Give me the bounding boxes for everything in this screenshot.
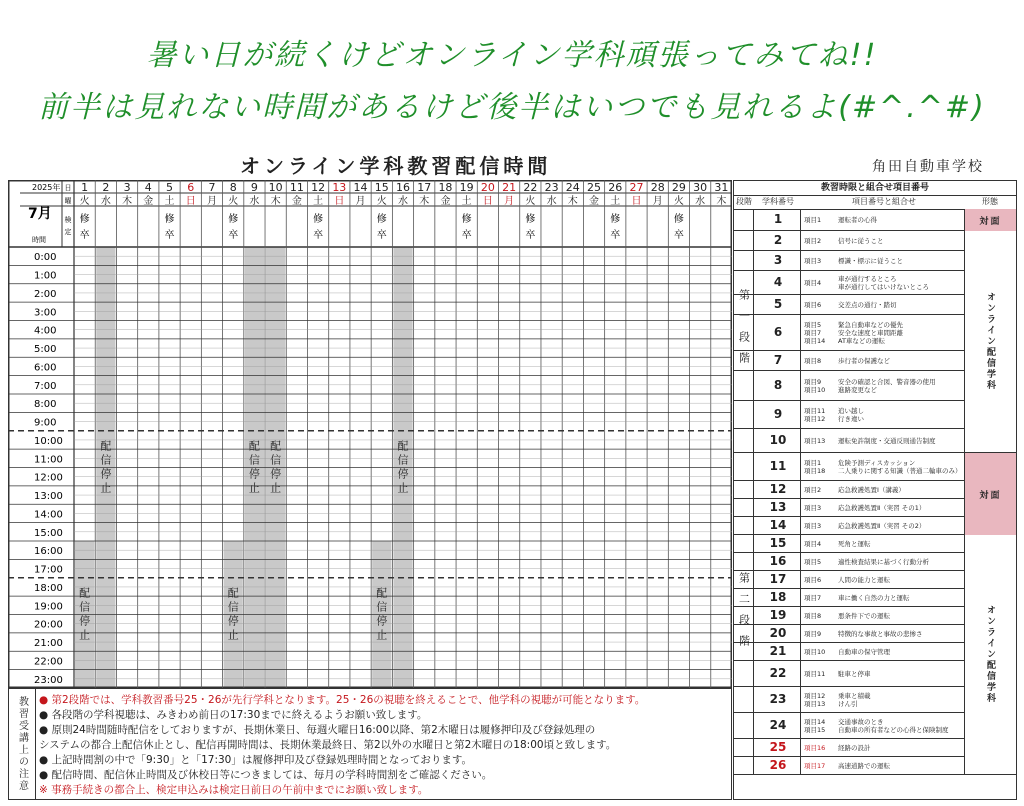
subject-row: [734, 351, 964, 371]
col-items-label: 項目番号と組合せ: [852, 197, 916, 206]
note-line: ● 各段階の学科視聴は、みきわめ前日の17:30までに終えるようお願い致します。: [39, 709, 428, 721]
suspension-label-char: 止: [376, 628, 388, 642]
suspension-label-char: 停: [79, 614, 91, 628]
form-online-stage1: オンライン配信学科: [964, 231, 1016, 453]
subject-row: [734, 713, 964, 739]
form-face-stage2: 対面: [964, 453, 1016, 535]
weekday-label: 木: [419, 196, 430, 207]
exam-mark: 修: [228, 214, 239, 225]
subject-name: 危険予測ディスカッション 二人乗りに関する知識（普通二輪車のみ）: [838, 459, 962, 475]
hour-label: 14:00: [34, 509, 63, 521]
subject-row: [734, 589, 964, 607]
handwritten-message-line2: 前半は見れない時間があるけど後半はいつでも見れるよ(#^.^#): [38, 90, 986, 125]
day-number: 6: [187, 181, 195, 194]
day-number: 9: [250, 181, 258, 194]
subject-name: 応急救護処置Ⅱ（実習 その1）: [838, 504, 926, 512]
subject-name: 運転免許制度・交通反則通告制度: [838, 437, 936, 445]
row-label-exam: 検: [64, 216, 72, 224]
subject-name: 特徴的な事故と事故の悲惨さ: [838, 630, 923, 638]
suspension-label-char: 停: [270, 467, 282, 481]
subject-row: [734, 481, 964, 499]
subject-name: 適性検査結果に基づく行動分析: [838, 558, 929, 566]
handwritten-message-line1: 暑い日が続くけどオンライン学科頑張ってみてね!!: [146, 38, 878, 73]
subject-row: [734, 499, 964, 517]
weekday-label: 水: [249, 196, 260, 207]
subject-name: 応急救護処置Ⅰ（講義）: [838, 486, 905, 494]
subject-number: 4: [773, 275, 783, 289]
hour-label: 7:00: [34, 380, 57, 392]
subject-item-codes: 項目6: [804, 301, 822, 309]
subjects-top-header: 教習時限と組合せ項目番号: [734, 181, 1016, 196]
schedule-grid: [8, 180, 732, 688]
weekday-label: 月: [652, 196, 663, 207]
subject-number: 13: [769, 500, 787, 514]
day-number: 22: [523, 181, 538, 194]
subject-number: 23: [769, 692, 787, 706]
subject-row: [734, 661, 964, 687]
month-label: 7月: [28, 206, 52, 222]
exam-mark: 卒: [228, 230, 239, 241]
subject-item-codes: 項目9 項目10: [804, 378, 826, 394]
suspension-label-char: 停: [227, 614, 239, 628]
weekday-label: 火: [673, 196, 684, 207]
note-line: ● 第2段階では、学科教習番号25・26が先行学科となります。25・26の視聴を終えることで、他学科の視聴が可能となります。: [39, 694, 646, 706]
weekday-label: 月: [355, 196, 366, 207]
weekday-label: 金: [440, 196, 451, 207]
weekday-label: 金: [143, 196, 154, 207]
subject-row: [734, 251, 964, 271]
hour-label: 18:00: [34, 582, 63, 594]
day-number: 18: [438, 181, 453, 194]
note-line: ※ 事務手続きの都合上、検定申込みは検定日前日の午前中までにお願い致します。: [39, 784, 429, 796]
subject-item-codes: 項目4: [804, 279, 822, 287]
weekday-label: 木: [270, 196, 281, 207]
subject-row: [734, 625, 964, 643]
row-label-weekday: 曜: [64, 197, 72, 205]
hour-label: 20:00: [34, 619, 63, 631]
hour-label: 22:00: [34, 656, 63, 668]
day-number: 27: [629, 181, 644, 194]
subject-row: [734, 535, 964, 553]
weekday-label: 木: [122, 196, 133, 207]
hour-label: 1:00: [34, 270, 57, 282]
suspension-label-char: 信: [397, 453, 409, 467]
document-title: オンライン学科教習配信時間: [240, 154, 552, 178]
suspension-label-char: 配: [227, 586, 239, 600]
subject-item-codes: 項目12 項目13: [804, 692, 826, 708]
weekday-label: 木: [567, 196, 578, 207]
weekday-label: 火: [525, 196, 536, 207]
day-number: 4: [144, 181, 152, 194]
subject-item-codes: 項目13: [804, 437, 826, 445]
subject-row: [734, 295, 964, 315]
hour-label: 4:00: [34, 325, 57, 337]
subject-name: 経路の設計: [838, 744, 871, 752]
time-label: 時間: [32, 236, 46, 244]
row-label-day: 日: [64, 184, 72, 192]
subject-item-codes: 項目3: [804, 522, 822, 530]
exam-mark: 修: [673, 214, 684, 225]
exam-mark: 修: [525, 214, 536, 225]
subject-number: 17: [769, 572, 787, 586]
subject-row: [734, 571, 964, 589]
subject-number: 10: [769, 433, 787, 447]
subject-item-codes: 項目17: [804, 762, 826, 770]
exam-mark: 卒: [79, 230, 90, 241]
subject-number: 22: [769, 666, 787, 680]
subject-number: 1: [773, 212, 783, 226]
subject-name: 車に働く自然の力と運転: [838, 594, 910, 602]
hour-label: 15:00: [34, 527, 63, 539]
subject-number: 15: [769, 536, 787, 550]
day-number: 12: [311, 181, 326, 194]
subject-item-codes: 項目10: [804, 648, 826, 656]
suspension-label-char: 信: [79, 600, 91, 614]
exam-mark: 修: [461, 214, 472, 225]
col-form-label: 形態: [982, 197, 998, 206]
stage-2-label: 第二段階: [734, 453, 754, 775]
subject-row: [734, 315, 964, 351]
weekday-label: 火: [376, 196, 387, 207]
hour-label: 16:00: [34, 546, 63, 558]
subject-number: 5: [773, 297, 783, 311]
grid-border: [9, 181, 732, 688]
subject-name: 車が通行するところ 車が通行してはいけないところ: [838, 275, 929, 291]
column-divider: [800, 209, 801, 775]
day-number: 29: [671, 181, 686, 194]
hour-label: 2:00: [34, 288, 57, 300]
subject-name: 交通事故のとき 自動車の所有者などの心得と保険制度: [838, 718, 949, 734]
day-number: 15: [374, 181, 389, 194]
note-line: システムの都合上配信休止とし、配信再開時間は、長期休業最終日、第2以外の水曜日と第2木曜日の18:00頃と致します。: [39, 739, 617, 751]
school-name: 角田自動車学校: [872, 159, 984, 175]
hour-label: 19:00: [34, 601, 63, 613]
subject-name: 悪条件下での運転: [838, 612, 890, 620]
exam-mark: 修: [376, 214, 387, 225]
weekday-label: 水: [100, 196, 111, 207]
exam-mark: 修: [79, 214, 90, 225]
exam-mark: 修: [610, 214, 621, 225]
note-line: ● 配信時間、配信休止時間及び休校日等につきましては、毎月の学科時間割をご確認ください。: [39, 769, 493, 781]
weekday-label: 金: [589, 196, 600, 207]
suspension-label-char: 配: [100, 439, 112, 453]
day-number: 16: [396, 181, 410, 194]
subject-name: 緊急自動車などの優先 安全な速度と車間距離 AT車などの運転: [838, 321, 903, 345]
subject-item-codes: 項目3: [804, 257, 822, 265]
subject-item-codes: 項目5 項目7 項目14: [804, 321, 826, 345]
subject-row: [734, 271, 964, 295]
exam-mark: 卒: [313, 230, 324, 241]
col-stage-label: 段階: [736, 197, 752, 206]
exam-mark: 卒: [461, 230, 472, 241]
suspension-label-char: 配: [248, 439, 260, 453]
stage-1-label: 第一段階: [734, 209, 754, 453]
subject-number: 26: [769, 758, 787, 772]
weekday-label: 月: [504, 196, 515, 207]
day-number: 19: [459, 181, 474, 194]
day-number: 26: [608, 181, 623, 194]
weekday-label: 水: [695, 196, 706, 207]
suspension-label-char: 配: [376, 586, 388, 600]
hour-label: 11:00: [34, 454, 63, 466]
suspension-label-char: 止: [248, 481, 260, 495]
exam-mark: 卒: [610, 230, 621, 241]
weekday-label: 水: [546, 196, 557, 207]
subject-item-codes: 項目9: [804, 630, 822, 638]
subject-item-codes: 項目11 項目12: [804, 407, 826, 423]
subject-number: 11: [769, 459, 787, 473]
subject-name: 安全の確認と合図、警音器の使用 進路変更など: [838, 378, 936, 394]
subject-item-codes: 項目14 項目15: [804, 718, 826, 734]
weekday-label: 日: [631, 196, 642, 207]
subject-row: [734, 209, 964, 231]
suspension-label-char: 止: [79, 628, 91, 642]
suspension-label-char: 信: [376, 600, 388, 614]
hour-label: 0:00: [34, 252, 57, 264]
suspension-label-char: 配: [79, 586, 91, 600]
weekday-label: 木: [716, 196, 727, 207]
subject-number: 16: [769, 554, 787, 568]
day-number: 24: [565, 181, 580, 194]
suspension-label-char: 停: [397, 467, 409, 481]
subject-number: 3: [773, 253, 783, 267]
subject-item-codes: 項目8: [804, 612, 822, 620]
subject-number: 8: [773, 378, 783, 392]
subject-name: 交差点の通行・踏切: [838, 301, 897, 309]
subject-name: 追い越し 行き違い: [838, 407, 864, 423]
exam-mark: 卒: [525, 230, 536, 241]
subject-number: 20: [769, 626, 787, 640]
suspension-label-char: 停: [100, 467, 112, 481]
exam-mark: 卒: [673, 230, 684, 241]
subject-item-codes: 項目1: [804, 216, 822, 224]
subject-row: [734, 607, 964, 625]
weekday-label: 土: [461, 196, 472, 207]
subject-name: 応急救護処置Ⅱ（実習 その2）: [838, 522, 926, 530]
day-number: 11: [289, 181, 304, 194]
note-line: ● 原則24時間随時配信をしておりますが、長期休業日、毎週火曜日16:00以降、第2木曜日は履修押印及び登録処理の: [39, 724, 596, 736]
day-number: 8: [229, 181, 237, 194]
subject-number: 9: [773, 407, 783, 421]
suspension-label-char: 信: [227, 600, 239, 614]
day-number: 13: [332, 181, 347, 194]
subject-row: [734, 757, 964, 775]
day-number: 25: [587, 181, 602, 194]
notes-box: [8, 688, 732, 800]
subject-item-codes: 項目1 項目18: [804, 459, 826, 475]
day-number: 23: [544, 181, 559, 194]
suspension-label-char: 信: [248, 453, 260, 467]
year-label: 2025年: [32, 183, 61, 192]
subject-name: 自動車の保守管理: [838, 648, 890, 656]
note-line: ● 上記時間割の中で「9:30」と「17:30」は履修押印及び登録処理時間となっております。: [39, 754, 472, 766]
suspension-label-char: 停: [248, 467, 260, 481]
subject-name: 信号に従うこと: [838, 237, 884, 245]
exam-mark: 卒: [376, 230, 387, 241]
subject-name: 乗車と積載 けん引: [838, 692, 871, 708]
subject-item-codes: 項目7: [804, 594, 822, 602]
subject-item-codes: 項目6: [804, 576, 822, 584]
hour-label: 5:00: [34, 344, 57, 356]
hour-label: 8:00: [34, 399, 57, 411]
subject-number: 14: [769, 518, 787, 532]
subject-name: 人間の能力と運転: [838, 576, 890, 584]
weekday-label: 土: [164, 196, 175, 207]
hour-label: 9:00: [34, 417, 57, 429]
subject-item-codes: 項目3: [804, 504, 822, 512]
subject-number: 7: [773, 353, 783, 367]
subject-row: [734, 643, 964, 661]
subject-item-codes: 項目8: [804, 357, 822, 365]
subject-row: [734, 739, 964, 757]
weekday-label: 日: [482, 196, 493, 207]
hour-label: 21:00: [34, 638, 63, 650]
exam-mark: 卒: [164, 230, 175, 241]
suspension-label-char: 配: [270, 439, 282, 453]
weekday-label: 土: [610, 196, 621, 207]
subject-item-codes: 項目4: [804, 540, 822, 548]
day-number: 30: [693, 181, 708, 194]
subject-number: 6: [773, 325, 783, 339]
day-number: 2: [102, 181, 110, 194]
hour-label: 12:00: [34, 472, 63, 484]
suspension-label-char: 止: [227, 628, 239, 642]
hour-label: 23:00: [34, 674, 63, 686]
subject-item-codes: 項目2: [804, 237, 822, 245]
subject-number: 12: [769, 482, 787, 496]
subject-item-codes: 項目11: [804, 670, 826, 678]
subject-row: [734, 687, 964, 713]
subject-row: [734, 371, 964, 401]
subject-number: 18: [769, 590, 787, 604]
col-num-label: 学科番号: [762, 197, 794, 206]
exam-mark: 修: [164, 214, 175, 225]
subjects-column-header: [734, 195, 1016, 210]
day-number: 1: [81, 181, 89, 194]
subjects-table: [733, 180, 1017, 800]
suspension-label-char: 配: [397, 439, 409, 453]
day-number: 17: [417, 181, 432, 194]
weekday-label: 火: [228, 196, 239, 207]
subject-row: [734, 429, 964, 453]
weekday-label: 火: [79, 196, 90, 207]
subject-item-codes: 項目2: [804, 486, 822, 494]
suspension-label-char: 信: [270, 453, 282, 467]
row-label-exam: 定: [64, 228, 72, 236]
subject-name: 死角と運転: [838, 540, 871, 548]
day-number: 7: [208, 181, 216, 194]
subject-name: 駐車と停車: [838, 670, 871, 678]
day-number: 31: [714, 181, 729, 194]
weekday-label: 日: [185, 196, 196, 207]
day-number: 3: [123, 181, 131, 194]
suspension-label-char: 止: [100, 481, 112, 495]
day-number: 14: [353, 181, 368, 194]
day-number: 5: [166, 181, 174, 194]
subject-item-codes: 項目16: [804, 744, 826, 752]
subject-number: 21: [769, 644, 787, 658]
suspension-label-char: 止: [397, 481, 409, 495]
notes-label: 教習受講上の注意: [9, 689, 36, 799]
day-number: 20: [480, 181, 495, 194]
form-online-stage2: オンライン配信学科: [964, 535, 1016, 775]
weekday-label: 土: [313, 196, 324, 207]
subject-name: 運転者の心得: [838, 216, 877, 224]
day-number: 28: [650, 181, 665, 194]
suspension-label-char: 止: [270, 481, 282, 495]
subject-name: 歩行者の保護など: [838, 357, 890, 365]
hour-label: 3:00: [34, 307, 57, 319]
subject-name: 標識・標示に従うこと: [838, 257, 903, 265]
hour-label: 17:00: [34, 564, 63, 576]
hour-label: 6:00: [34, 362, 57, 374]
subject-number: 2: [773, 233, 783, 247]
subject-row: [734, 401, 964, 429]
hour-label: 13:00: [34, 491, 63, 503]
subject-name: 高速道路での運転: [838, 762, 890, 770]
weekday-label: 水: [398, 196, 408, 207]
subject-number: 19: [769, 608, 787, 622]
subject-row: [734, 553, 964, 571]
suspension-label-char: 停: [376, 614, 388, 628]
hour-label: 10:00: [34, 435, 63, 447]
subject-item-codes: 項目5: [804, 558, 822, 566]
suspension-label-char: 信: [100, 453, 112, 467]
day-number: 10: [268, 181, 283, 194]
weekday-label: 日: [334, 196, 345, 207]
weekday-label: 金: [291, 196, 302, 207]
weekday-label: 月: [206, 196, 217, 207]
form-face-stage1: 対面: [964, 209, 1016, 231]
subject-row: [734, 231, 964, 251]
day-number: 21: [502, 181, 517, 194]
subject-number: 25: [769, 740, 787, 754]
subject-row: [734, 453, 964, 481]
subject-number: 24: [769, 718, 787, 732]
subject-row: [734, 517, 964, 535]
exam-mark: 修: [313, 214, 324, 225]
